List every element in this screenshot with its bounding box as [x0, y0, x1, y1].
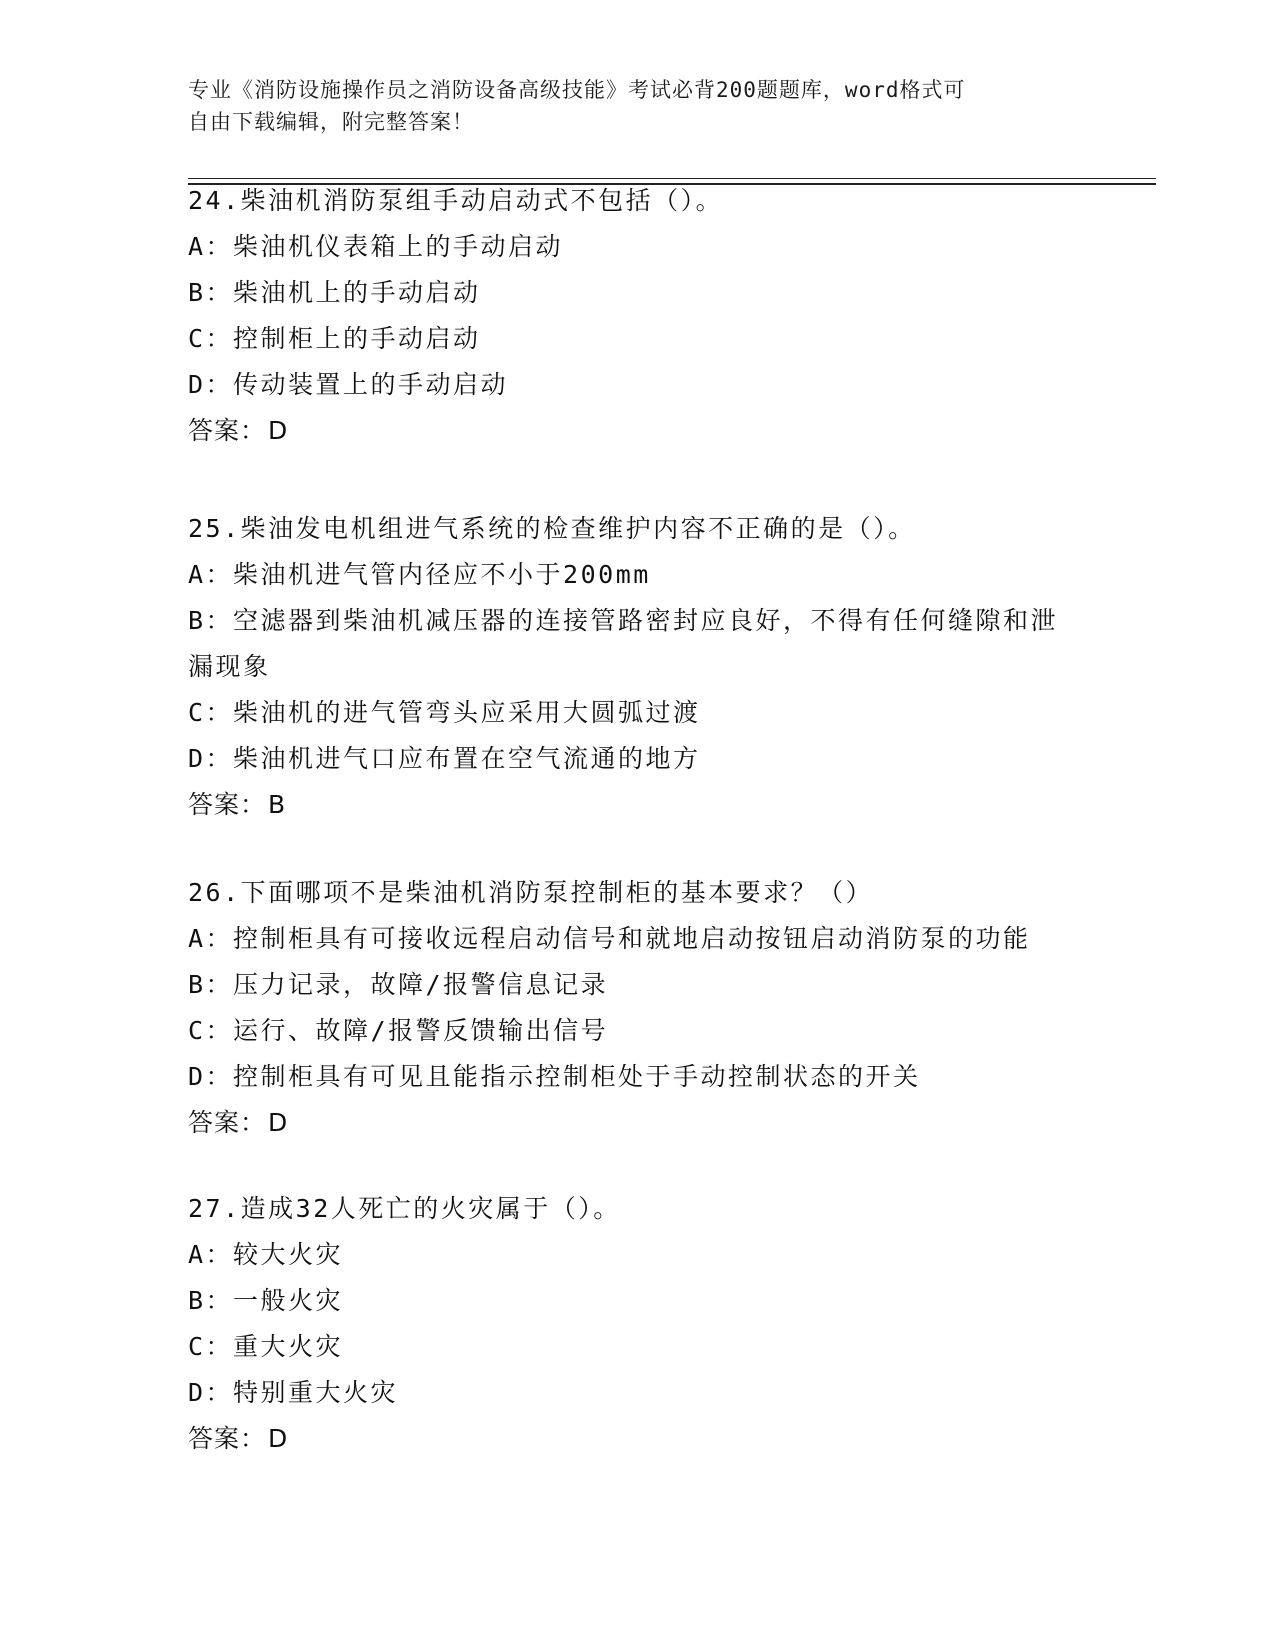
- option-d: D：特别重大火灾: [188, 1378, 399, 1407]
- answer-label: 答案：: [188, 790, 267, 819]
- option-b: B：一般火灾: [188, 1286, 344, 1315]
- question-24: [188, 178, 1088, 454]
- answer-value: B: [268, 790, 287, 819]
- option-a: A：柴油机仪表箱上的手动启动: [188, 232, 564, 261]
- answer-line: [188, 1416, 1088, 1462]
- question-stem: 27.造成32人死亡的火灾属于（）。: [188, 1194, 621, 1223]
- document-header: [188, 74, 1088, 138]
- option-c: C：运行、故障/报警反馈输出信号: [188, 1016, 609, 1045]
- option-b: B：柴油机上的手动启动: [188, 278, 481, 307]
- answer-label: 答案：: [188, 1424, 267, 1453]
- answer-label: 答案：: [188, 416, 267, 445]
- option-d: D：控制柜具有可见且能指示控制柜处于手动控制状态的开关: [188, 1062, 921, 1091]
- option-a: A：控制柜具有可接收远程启动信号和就地启动按钮启动消防泵的功能: [188, 924, 1031, 953]
- question-stem: 24.柴油机消防泵组手动启动式不包括（）。: [188, 186, 724, 215]
- question-25: [188, 506, 1088, 828]
- question-26: [188, 870, 1088, 1146]
- option-a: A：较大火灾: [188, 1240, 344, 1269]
- option-b: B：压力记录，故障/报警信息记录: [188, 970, 609, 999]
- answer-line: [188, 1100, 1088, 1146]
- answer-value: D: [268, 1424, 289, 1453]
- option-d: D：传动装置上的手动启动: [188, 370, 509, 399]
- header-line-2: 自由下载编辑，附完整答案！: [188, 110, 474, 134]
- option-d: D：柴油机进气口应布置在空气流通的地方: [188, 744, 701, 773]
- answer-line: [188, 408, 1088, 454]
- question-stem: 25.柴油发电机组进气系统的检查维护内容不正确的是（）。: [188, 514, 916, 543]
- question-27: [188, 1186, 1088, 1462]
- answer-line: [188, 782, 1088, 828]
- header-line-1: 专业《消防设施操作员之消防设备高级技能》考试必背200题题库，word格式可: [188, 78, 966, 102]
- option-c: C：控制柜上的手动启动: [188, 324, 481, 353]
- answer-value: D: [268, 416, 289, 445]
- option-a: A：柴油机进气管内径应不小于200mm: [188, 560, 651, 589]
- option-b: B：空滤器到柴油机减压器的连接管路密封应良好，不得有任何缝隙和泄漏现象: [188, 606, 1059, 681]
- answer-value: D: [268, 1108, 289, 1137]
- question-stem: 26.下面哪项不是柴油机消防泵控制柜的基本要求？（）: [188, 878, 874, 907]
- answer-label: 答案：: [188, 1108, 267, 1137]
- option-c: C：柴油机的进气管弯头应采用大圆弧过渡: [188, 698, 701, 727]
- option-c: C：重大火灾: [188, 1332, 344, 1361]
